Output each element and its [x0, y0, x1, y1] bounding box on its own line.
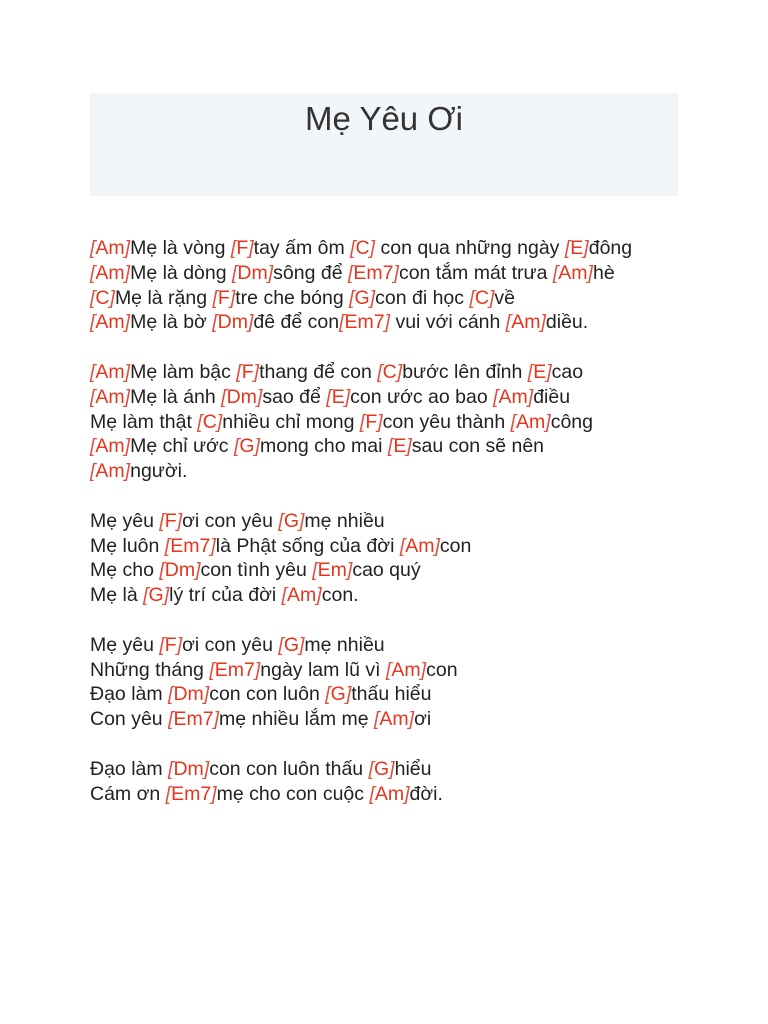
- chord-marker: [Am]: [281, 584, 322, 607]
- lyric-line: [90, 434, 690, 459]
- chord-name: G: [374, 757, 390, 780]
- chord-marker: [Em7]: [164, 534, 216, 557]
- lyric-text: con đi học: [375, 286, 470, 309]
- lyric-text: Mẹ chỉ ước: [130, 435, 234, 458]
- chord-marker: [E]: [387, 435, 412, 458]
- chord-name: Am: [379, 708, 409, 731]
- lyric-text: con tình yêu: [200, 559, 313, 582]
- chord-marker: [Dm]: [168, 683, 210, 706]
- chord-marker: [Dm]: [159, 559, 201, 582]
- lyric-text: cao quý: [352, 559, 421, 582]
- lyric-text: Mẹ là vòng: [130, 237, 231, 259]
- lyric-text: người.: [130, 460, 188, 483]
- chord-marker: [C]: [90, 286, 115, 309]
- lyric-line: [90, 658, 690, 683]
- chord-name: Dm: [237, 261, 268, 284]
- chord-name: Am: [95, 360, 125, 383]
- lyric-text: đời.: [409, 782, 443, 805]
- lyric-text: con: [426, 658, 458, 681]
- chord-marker: [Am]: [90, 237, 131, 259]
- chord-marker: [G]: [368, 757, 395, 780]
- lyric-text: cao: [551, 360, 584, 383]
- verse: [90, 509, 690, 608]
- chord-marker: [Am]: [510, 410, 551, 433]
- lyric-text: công: [550, 410, 593, 433]
- chord-name: Am: [558, 261, 588, 284]
- chord-marker: [F]: [159, 509, 183, 532]
- chord-marker: [Em]: [312, 559, 353, 582]
- chord-marker: [Am]: [90, 261, 131, 284]
- chord-marker: [Dm]: [221, 385, 263, 408]
- chord-name: Em7: [173, 708, 214, 731]
- chord-name: Em7: [171, 782, 212, 805]
- chord-marker: [F]: [359, 410, 383, 433]
- chord-marker: [E]: [564, 237, 589, 259]
- lyric-text: vui với cánh: [390, 311, 506, 334]
- lyric-text: ơi con yêu: [182, 509, 279, 532]
- chord-marker: [C]: [377, 360, 403, 383]
- chord-marker: [Em7]: [347, 261, 399, 284]
- lyric-text: đông: [588, 237, 633, 259]
- chord-marker: [Am]: [505, 311, 546, 334]
- chord-name: G: [330, 683, 346, 706]
- lyric-line: [90, 558, 690, 583]
- chord-marker: [Em7]: [165, 782, 217, 805]
- chord-marker: [C]: [350, 237, 376, 259]
- chord-marker: [Am]: [90, 385, 131, 408]
- chord-name: Dm: [173, 683, 204, 706]
- chord-name: Em7: [170, 534, 211, 557]
- chord-name: Am: [511, 311, 541, 334]
- chord-marker: [Am]: [90, 435, 131, 458]
- lyric-line: [90, 360, 690, 385]
- lyric-line: [90, 261, 690, 286]
- chord-name: Em7: [353, 261, 394, 284]
- lyric-text: là Phật sống của đời: [215, 534, 400, 557]
- lyric-text: sông để: [273, 261, 348, 284]
- chord-marker: [Am]: [399, 534, 440, 557]
- chord-marker: [Am]: [374, 708, 415, 731]
- lyric-text: Mẹ là dòng: [130, 261, 232, 284]
- lyric-text: ngày lam lũ vì: [260, 658, 386, 681]
- chord-name: Am: [374, 782, 405, 805]
- chord-name: F: [241, 360, 254, 383]
- chord-marker: [G]: [349, 286, 376, 309]
- lyric-text: mẹ cho con cuộc: [216, 782, 370, 805]
- chord-marker: [C]: [197, 410, 223, 433]
- lyric-text: Những tháng: [90, 658, 210, 681]
- lyric-text: điều: [533, 385, 571, 408]
- lyric-text: Mẹ làm thật: [90, 410, 198, 433]
- lyric-text: sau con sẽ nên: [411, 435, 545, 458]
- chord-marker: [C]: [469, 286, 495, 309]
- lyric-text: Mẹ làm bậc: [130, 360, 237, 383]
- chord-marker: [E]: [326, 385, 351, 408]
- chord-marker: [G]: [278, 509, 305, 532]
- lyric-text: con tắm mát trưa: [398, 261, 553, 284]
- lyric-text: hè: [592, 261, 615, 284]
- song-title: Mẹ Yêu Ơi: [305, 100, 463, 137]
- chord-marker: [G]: [278, 633, 305, 656]
- lyric-text: con con luôn thấu: [209, 757, 369, 780]
- lyric-text: tre che bóng: [235, 286, 350, 309]
- lyric-text: Mẹ yêu: [90, 633, 160, 656]
- chord-name: F: [164, 509, 177, 532]
- lyric-text: mẹ nhiều: [304, 509, 385, 532]
- chord-marker: [Dm]: [168, 757, 210, 780]
- lyric-text: mẹ nhiều lắm mẹ: [219, 708, 374, 731]
- chord-name: Dm: [164, 559, 196, 582]
- lyric-text: Mẹ là: [90, 584, 144, 607]
- chord-marker: [Em7]: [168, 708, 220, 731]
- lyric-line: [90, 310, 690, 335]
- chord-name: C: [382, 360, 397, 383]
- verse: [90, 757, 690, 807]
- lyrics-body: [90, 236, 690, 831]
- chord-name: C: [202, 410, 217, 433]
- chord-name: Am: [95, 460, 125, 483]
- lyric-text: lý trí của đời: [169, 584, 282, 607]
- lyric-text: mong cho mai: [259, 435, 388, 458]
- lyric-line: [90, 385, 690, 410]
- chord-marker: [Em7]: [209, 658, 261, 681]
- lyric-text: con.: [321, 584, 359, 607]
- chord-name: E: [331, 385, 345, 408]
- lyric-text: diều.: [545, 311, 589, 334]
- lyric-text: con qua những ngày: [375, 237, 565, 259]
- chord-name: Dm: [226, 385, 257, 408]
- chord-name: Am: [287, 584, 317, 607]
- chord-name: Em7: [344, 311, 385, 334]
- chord-name: C: [474, 286, 489, 309]
- chord-name: Am: [95, 261, 125, 284]
- lyric-text: con yêu thành: [382, 410, 511, 433]
- chord-name: Am: [95, 385, 125, 408]
- lyric-line: [90, 509, 690, 534]
- chord-marker: [Am]: [552, 261, 593, 284]
- chord-name: F: [365, 410, 378, 433]
- chord-name: Em7: [214, 658, 255, 681]
- chord-marker: [Dm]: [212, 311, 254, 334]
- lyric-line: [90, 782, 690, 807]
- chord-name: G: [354, 286, 370, 309]
- chord-marker: [Am]: [90, 311, 131, 334]
- chord-name: G: [283, 509, 299, 532]
- chord-marker: [Am]: [386, 658, 427, 681]
- lyric-line: [90, 286, 690, 311]
- chord-name: F: [164, 633, 177, 656]
- lyric-text: đê để con: [253, 311, 340, 334]
- chord-marker: [G]: [233, 435, 260, 458]
- lyric-line: [90, 682, 690, 707]
- lyric-text: con: [439, 534, 472, 557]
- lyric-text: Mẹ cho: [90, 559, 160, 582]
- lyric-line: [90, 534, 690, 559]
- lyric-text: Con yêu: [90, 708, 169, 731]
- lyric-text: con con luôn: [209, 683, 326, 706]
- lyric-line: [90, 410, 690, 435]
- chord-name: Em: [317, 559, 347, 582]
- lyric-line: [90, 583, 690, 608]
- chord-marker: [G]: [143, 584, 170, 607]
- verse: [90, 360, 690, 484]
- lyric-text: Đạo làm: [90, 757, 169, 780]
- lyric-text: Mẹ là bờ: [130, 311, 213, 334]
- chord-marker: [G]: [325, 683, 352, 706]
- lyric-text: Mẹ là ánh: [130, 385, 222, 408]
- lyric-text: bước lên đỉnh: [402, 360, 528, 383]
- chord-marker: [Am]: [90, 360, 131, 383]
- chord-name: C: [355, 237, 370, 259]
- chord-name: F: [236, 237, 249, 259]
- chord-name: Am: [405, 534, 435, 557]
- chord-name: Am: [95, 311, 125, 334]
- chord-name: Am: [95, 237, 125, 259]
- chord-marker: [E]: [527, 360, 552, 383]
- lyric-line: [90, 459, 690, 484]
- lyric-text: Mẹ yêu: [90, 509, 160, 532]
- lyric-text: Mẹ là rặng: [114, 286, 213, 309]
- chord-name: G: [283, 633, 299, 656]
- lyric-text: về: [494, 286, 515, 309]
- lyric-text: thấu hiểu: [351, 683, 432, 706]
- chord-name: E: [570, 237, 584, 259]
- chord-marker: [F]: [212, 286, 236, 309]
- lyric-text: tay ấm ôm: [253, 237, 351, 259]
- chord-marker: [Am]: [90, 460, 131, 483]
- lyric-line: [90, 633, 690, 658]
- lyric-line: [90, 236, 690, 261]
- chord-name: Am: [498, 385, 528, 408]
- chord-marker: [Dm]: [232, 261, 274, 284]
- chord-marker: [F]: [236, 360, 260, 383]
- chord-marker: [Am]: [493, 385, 534, 408]
- chord-name: Am: [391, 658, 421, 681]
- chord-marker: [Em7]: [339, 311, 391, 334]
- chord-marker: [F]: [230, 237, 254, 259]
- lyric-text: Mẹ luôn: [90, 534, 165, 557]
- lyric-text: con ước ao bao: [350, 385, 494, 408]
- verse: [90, 633, 690, 732]
- chord-name: Am: [516, 410, 546, 433]
- chord-marker: [F]: [159, 633, 183, 656]
- chord-name: Dm: [173, 757, 204, 780]
- lyric-text: Cám ơn: [90, 782, 166, 805]
- verse: [90, 236, 690, 335]
- lyric-text: nhiều chỉ mong: [222, 410, 360, 433]
- lyric-text: Đạo làm: [90, 683, 169, 706]
- lyric-text: sao để: [262, 385, 327, 408]
- lyric-text: ơi con yêu: [182, 633, 279, 656]
- chord-name: G: [148, 584, 164, 607]
- chord-name: E: [533, 360, 547, 383]
- chord-name: C: [95, 286, 110, 309]
- lyric-text: thang để con: [259, 360, 378, 383]
- lyric-line: [90, 757, 690, 782]
- lyric-text: mẹ nhiều: [304, 633, 385, 656]
- chord-name: G: [239, 435, 255, 458]
- lyric-text: ơi: [414, 708, 432, 731]
- title-banner: [90, 93, 678, 196]
- chord-name: Am: [95, 435, 125, 458]
- lyric-line: [90, 707, 690, 732]
- lyric-text: hiểu: [394, 757, 432, 780]
- chord-name: F: [217, 286, 230, 309]
- chord-name: E: [393, 435, 407, 458]
- chord-marker: [Am]: [369, 782, 410, 805]
- chord-name: Dm: [217, 311, 248, 334]
